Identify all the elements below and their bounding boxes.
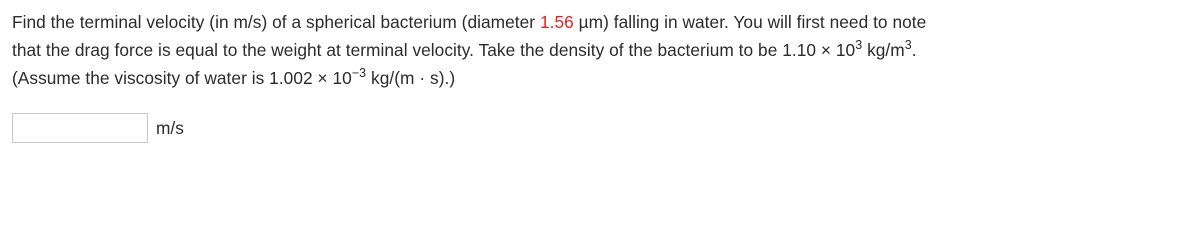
question-text [12, 8, 1192, 92]
question-line-2 [12, 36, 1192, 64]
density-exponent: 3 [855, 38, 863, 53]
diameter-value: 1.56 [539, 12, 574, 32]
answer-row [12, 113, 184, 143]
question-line-1-text-b: µm) falling in water. You will first need to note [573, 12, 927, 32]
viscosity-exponent: −3 [351, 66, 367, 81]
question-line-2-text-b: kg/m [862, 40, 905, 60]
question-line-3-text-b: kg/(m · s).) [366, 68, 456, 88]
question-line-1 [12, 8, 1192, 36]
volume-unit-exponent: 3 [904, 38, 912, 53]
question-line-2-text-a: that the drag force is equal to the weight at terminal velocity. Take the density of the bacterium to be 1.10 × 10 [12, 40, 856, 60]
question-line-2-text-c: . [911, 40, 917, 60]
question-line-1-text-a: Find the terminal velocity (in m/s) of a spherical bacterium (diameter [12, 12, 540, 32]
question-line-3 [12, 64, 1192, 92]
answer-unit-label: m/s [156, 117, 184, 138]
answer-input[interactable] [12, 113, 148, 143]
question-line-3-text-a: (Assume the viscosity of water is 1.002 × 10 [12, 68, 352, 88]
